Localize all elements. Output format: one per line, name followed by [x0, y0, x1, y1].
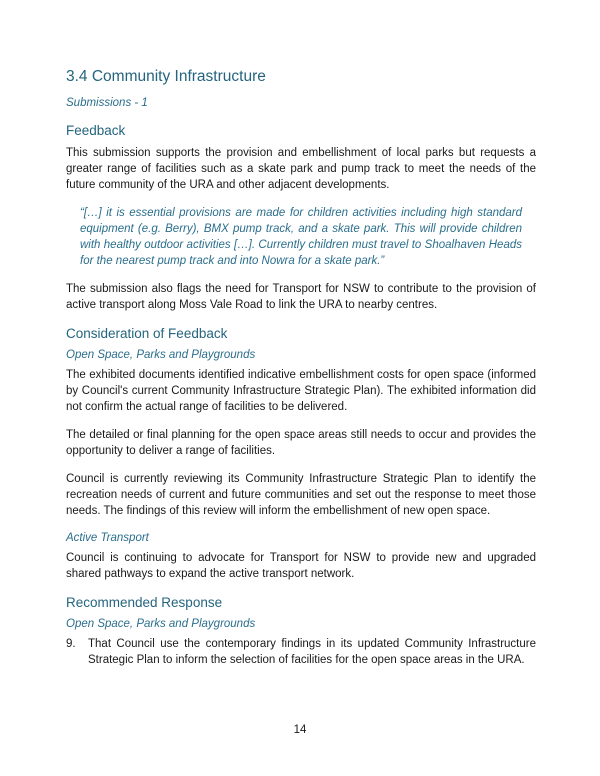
section-title: 3.4 Community Infrastructure — [66, 68, 266, 85]
consideration-subheading-open-space: Open Space, Parks and Playgrounds — [66, 349, 256, 361]
consideration-paragraph-4: Council is continuing to advocate for Transport for NSW to provide new and upgraded shared pathways to expand the active transport network. — [66, 552, 536, 580]
response-subheading-open-space: Open Space, Parks and Playgrounds — [66, 618, 256, 630]
consideration-heading: Consideration of Feedback — [66, 326, 228, 341]
recommendation-item-text: That Council use the contemporary findings in its updated Community Infrastructure Strategic Plan to inform the selection of facilities for the open space areas in the URA. — [88, 638, 536, 666]
consideration-paragraph-3: Council is currently reviewing its Community Infrastructure Strategic Plan to identify the recreation needs of current and future communities and set out the response to meet those needs. The findings of this review will inform the embellishment of new open space. — [66, 473, 536, 517]
submission-quote: “[…] it is essential provisions are made for children activities including high standard equipment (e.g. Berry), BMX pump track, and a skate park. This will provide children with healthy outdoor activities […]. Currently children must travel to Shoalhaven Heads for the nearest pump track and into Nowra for a skate park.” — [80, 207, 522, 267]
recommended-response-heading: Recommended Response — [66, 595, 223, 610]
consideration-paragraph-1: The exhibited documents identified indicative embellishment costs for open space (informed by Council's current Community Infrastructure Strategic Plan). The exhibited information did not confirm the actual range of facilities to be delivered. — [66, 369, 536, 413]
page-number: 14 — [293, 724, 307, 736]
submissions-count: Submissions - 1 — [66, 97, 148, 109]
recommendation-item-number: 9. — [66, 638, 76, 650]
feedback-heading: Feedback — [66, 123, 126, 138]
consideration-paragraph-2: The detailed or final planning for the open space areas still needs to occur and provides the opportunity to deliver a range of facilities. — [66, 429, 536, 457]
consideration-subheading-active-transport: Active Transport — [66, 532, 149, 544]
feedback-paragraph-2: The submission also flags the need for Transport for NSW to contribute to the provision of active transport along Moss Vale Road to link the URA to nearby centres. — [66, 283, 536, 311]
recommendation-item-9 — [66, 636, 536, 668]
feedback-paragraph-1: This submission supports the provision and embellishment of local parks but requests a greater range of facilities such as a skate park and pump track to meet the needs of the future community of the URA and other adjacent developments. — [66, 147, 536, 191]
